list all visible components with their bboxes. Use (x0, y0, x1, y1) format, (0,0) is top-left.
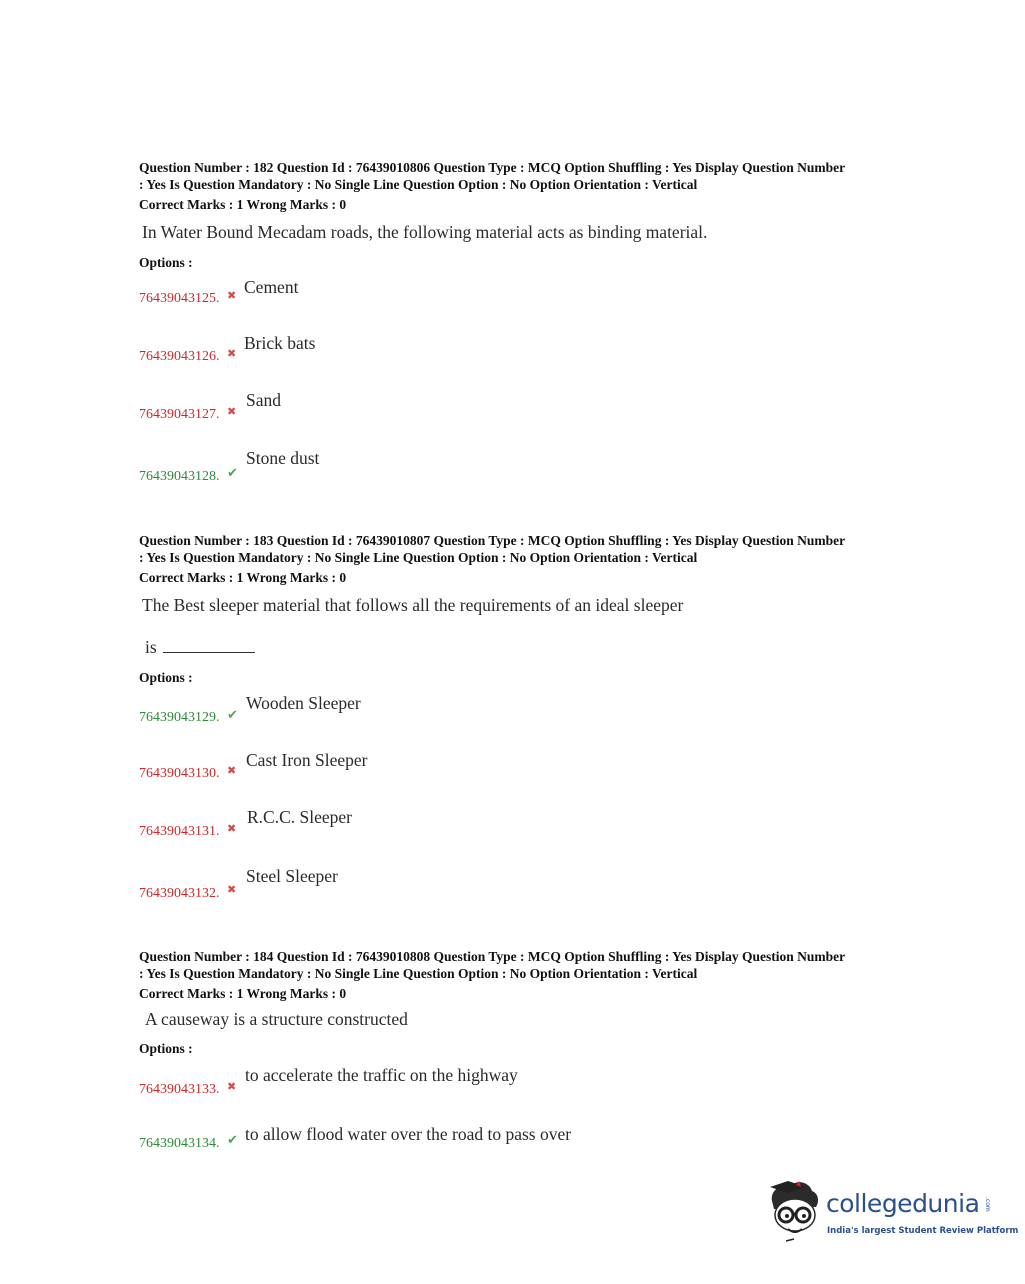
cross-icon: ✖ (227, 822, 237, 835)
question-marks: Correct Marks : 1 Wrong Marks : 0 (139, 570, 347, 585)
option-text: Sand (246, 390, 281, 410)
cross-icon: ✖ (227, 289, 237, 302)
options-label: Options : (139, 670, 193, 685)
option-item (139, 866, 839, 916)
option-text: Wooden Sleeper (246, 693, 361, 713)
answer-blank (163, 640, 255, 653)
option-text: Cast Iron Sleeper (246, 750, 368, 770)
option-text: Steel Sleeper (246, 866, 338, 886)
option-id: 76439043134. (139, 1136, 220, 1151)
question-meta-line2: : Yes Is Question Mandatory : No Single Line Question Option : No Option Orientation : Vertical (139, 177, 698, 192)
cross-icon: ✖ (227, 883, 237, 896)
option-id: 76439043126. (139, 349, 220, 364)
cross-icon: ✖ (227, 764, 237, 777)
mascot-icon (766, 1179, 824, 1243)
option-text: to allow flood water over the road to pass over (245, 1124, 572, 1144)
question-meta-line1: Question Number : 184 Question Id : 76439010808 Question Type : MCQ Option Shuffling : Yes Display Question Number (139, 949, 846, 964)
option-item (139, 390, 839, 440)
option-id: 76439043132. (139, 886, 220, 901)
option-item (139, 1065, 839, 1115)
check-icon: ✔ (227, 1133, 238, 1148)
question-meta-line1: Question Number : 182 Question Id : 76439010806 Question Type : MCQ Option Shuffling : Yes Display Question Number (139, 160, 846, 175)
cross-icon: ✖ (227, 347, 237, 360)
option-item (139, 693, 839, 743)
question-stem-line2 (145, 637, 255, 658)
option-text: to accelerate the traffic on the highway (245, 1065, 518, 1085)
check-icon: ✔ (227, 708, 238, 723)
options-label: Options : (139, 1041, 193, 1056)
option-text: Stone dust (246, 448, 320, 468)
option-item (139, 277, 839, 327)
option-item (139, 1124, 839, 1174)
question-182 (139, 159, 939, 489)
option-id: 76439043130. (139, 766, 220, 781)
option-text: Brick bats (244, 333, 316, 353)
question-marks: Correct Marks : 1 Wrong Marks : 0 (139, 197, 347, 212)
question-meta-line1: Question Number : 183 Question Id : 76439010807 Question Type : MCQ Option Shuffling : Yes Display Question Number (139, 533, 846, 548)
option-id: 76439043125. (139, 291, 220, 306)
question-meta-line2: : Yes Is Question Mandatory : No Single Line Question Option : No Option Orientation : Vertical (139, 966, 698, 981)
option-item (139, 750, 839, 800)
question-183 (139, 532, 939, 907)
option-text: R.C.C. Sleeper (247, 807, 352, 827)
cross-icon: ✖ (227, 1080, 237, 1093)
check-icon: ✔ (227, 466, 238, 481)
option-text: Cement (244, 277, 299, 297)
option-item (139, 807, 839, 857)
option-id: 76439043128. (139, 469, 220, 484)
cross-icon: ✖ (227, 405, 237, 418)
logo-tagline: India's largest Student Review Platform (827, 1226, 1019, 1236)
stem-word-is: is (145, 637, 157, 657)
option-item (139, 333, 839, 383)
options-label: Options : (139, 255, 193, 270)
option-id: 76439043133. (139, 1082, 220, 1097)
logo-wordmark: collegedunia (826, 1189, 980, 1218)
option-id: 76439043127. (139, 407, 220, 422)
question-stem: The Best sleeper material that follows all the requirements of an ideal sleeper (142, 595, 684, 615)
question-stem: In Water Bound Mecadam roads, the following material acts as binding material. (142, 222, 708, 242)
option-id: 76439043131. (139, 824, 220, 839)
option-item (139, 448, 839, 498)
question-meta-line2: : Yes Is Question Mandatory : No Single Line Question Option : No Option Orientation : Vertical (139, 550, 698, 565)
option-id: 76439043129. (139, 710, 220, 725)
logo-domain: .com (984, 1197, 991, 1212)
collegedunia-logo[interactable] (766, 1175, 1019, 1247)
question-184 (139, 948, 939, 1158)
question-stem: A causeway is a structure constructed (145, 1009, 408, 1029)
question-marks: Correct Marks : 1 Wrong Marks : 0 (139, 986, 347, 1001)
